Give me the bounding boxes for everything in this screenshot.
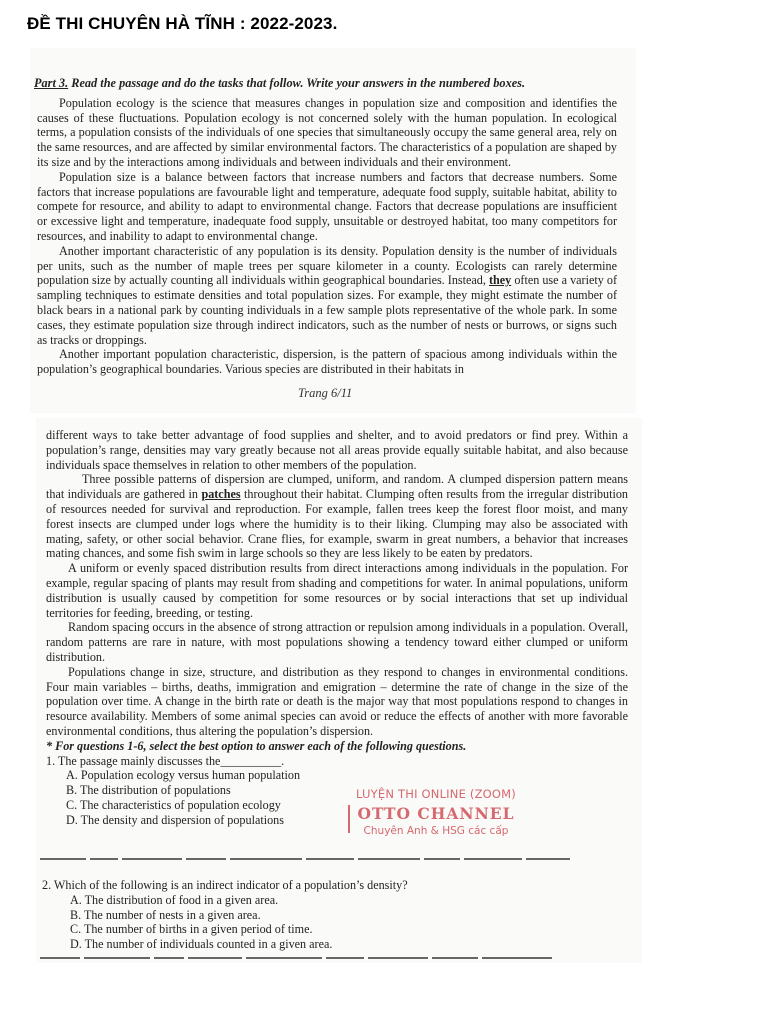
paragraph: Population ecology is the science that measures changes in population size and composition and identifies the causes of these fluctuations. Population ecology is not concerned solely with the human population. In ecological terms, a population consists of the individuals of one species that simultaneously occupy the same general area, rely on the same resources, and are affected by similar environmental factors. The characteristics of a population are shaped by its size and by the interactions among individuals and between individuals and their environment.	[37, 95, 617, 169]
paragraph: Random spacing occurs in the absence of strong attraction or repulsion among individuals in a population. Overall, random patterns are rare in nature, with most populations showing a tendency toward either clumped or uniform distribution.	[46, 620, 628, 664]
option-b: B. The distribution of populations	[66, 783, 231, 798]
questions-heading: * For questions 1-6, select the best option to answer each of the following questions.	[46, 738, 467, 753]
option-b: B. The number of nests in a given area.	[70, 907, 261, 922]
paragraph: Another important population characteristic, dispersion, is the pattern of spacious among individuals within the population’s geographical boundaries. Various species are distributed in their habitats in	[37, 347, 617, 377]
question-stem: 1. The passage mainly discusses the__________.	[46, 753, 285, 768]
stamp-bar	[348, 805, 350, 833]
option-d: D. The number of individuals counted in a given area.	[70, 937, 333, 952]
page-number: Trang 6/11	[298, 386, 353, 400]
paragraph: Another important characteristic of any population is its density. Population density is the number of individuals per units, such as the number of maple trees per square kilometer in a county. Ecologists can rarely determine population size by actually counting all individuals within geographical boundaries. Instead, they often use a variety of sampling techniques to estimate densities and total population sizes. For example, they might estimate the number of black bears in a national park by counting individuals in a few sample plots representative of the whole park. In some cases, they estimate population size through indirect indicators, such as the number of nests or burrows, or signs such as tracks or droppings.	[37, 243, 617, 347]
option-d: D. The density and dispersion of populations	[66, 812, 284, 827]
paragraph: Population size is a balance between factors that increase numbers and factors that decrease numbers. Some factors that increase populations are favourable light and temperature, adequate food supply, suitable habitat, ability to compete for resource, and ability to adapt to environmental change. Factors that decrease populations are insufficient or excessive light and temperature, inadequate food supply, unsuitable or destroyed habitat, too many competitors for resources, and inability to adapt to environmental change.	[37, 169, 617, 243]
stamp-line-3: Chuyên Anh & HSG các cấp	[363, 825, 509, 837]
question-2	[42, 878, 602, 952]
question-1	[46, 754, 628, 828]
part-label: Part 3.	[34, 76, 69, 90]
paragraph: Populations change in size, structure, and distribution as they respond to changes in environmental conditions. Four main variables – births, deaths, immigration and emigration – determine the rate of change in the size of the population over time. A change in the birth rate or death is the major way that most populations respond to changes in resource availability. Members of some animal species can avoid or reduce the effects of another with more favorable environmental conditions, thus altering the population’s dispersion.	[46, 664, 628, 738]
passage-page-2	[46, 428, 628, 828]
option-a: A. The distribution of food in a given area.	[70, 892, 279, 907]
option-c: C. The characteristics of population ecology	[66, 797, 281, 812]
underlined-word-patches: patches	[201, 487, 241, 502]
cropped-text-line	[40, 957, 600, 959]
part-3-instruction	[34, 76, 617, 91]
passage-page-1	[34, 76, 617, 377]
question-stem: 2. Which of the following is an indirect indicator of a population’s density?	[42, 878, 408, 892]
exam-title: ĐỀ THI CHUYÊN HÀ TĨNH : 2022-2023.	[27, 14, 338, 33]
watermark-stamp	[342, 787, 530, 845]
option-a: A. Population ecology versus human population	[66, 768, 301, 783]
cropped-text-line	[40, 858, 600, 860]
part-instruction: Read the passage and do the tasks that follow. Write your answers in the numbered boxes.	[68, 76, 526, 90]
option-c: C. The number of births in a given period of time.	[70, 922, 313, 937]
underlined-word-they: they	[488, 273, 512, 288]
paragraph: Three possible patterns of dispersion are clumped, uniform, and random. A clumped dispersion pattern means that individuals are gathered in patches throughout their habitat. Clumping often results from the irregular distribution of resources needed for survival and reproduction. For example, fallen trees keep the forest floor moist, and many forest insects are clumped under logs where the humidity is to their liking. Clumping may also be associated with mating, safety, or other social behavior. Crane flies, for example, swarm in great numbers, a behavior that increases mating chances, and some fish swim in large schools so they are less likely to be eaten by predators.	[46, 472, 628, 561]
stamp-line-1: LUYỆN THI ONLINE (ZOOM)	[356, 787, 516, 801]
paragraph: different ways to take better advantage of food supplies and shelter, and to avoid predators or find prey. Within a population’s range, densities may vary greatly because not all areas provide equally suitable habitat, and also because individuals space themselves in relation to other members of the population.	[46, 428, 628, 472]
stamp-line-2: OTTO CHANNEL	[357, 804, 515, 823]
paragraph: A uniform or evenly spaced distribution results from direct interactions among individuals in the population. For example, regular spacing of plants may result from shading and competitions for water. In animal populations, uniform distribution is usually caused by competition for some resources or by social interactions that set up individual territories for feeding, breeding, or testing.	[46, 561, 628, 620]
